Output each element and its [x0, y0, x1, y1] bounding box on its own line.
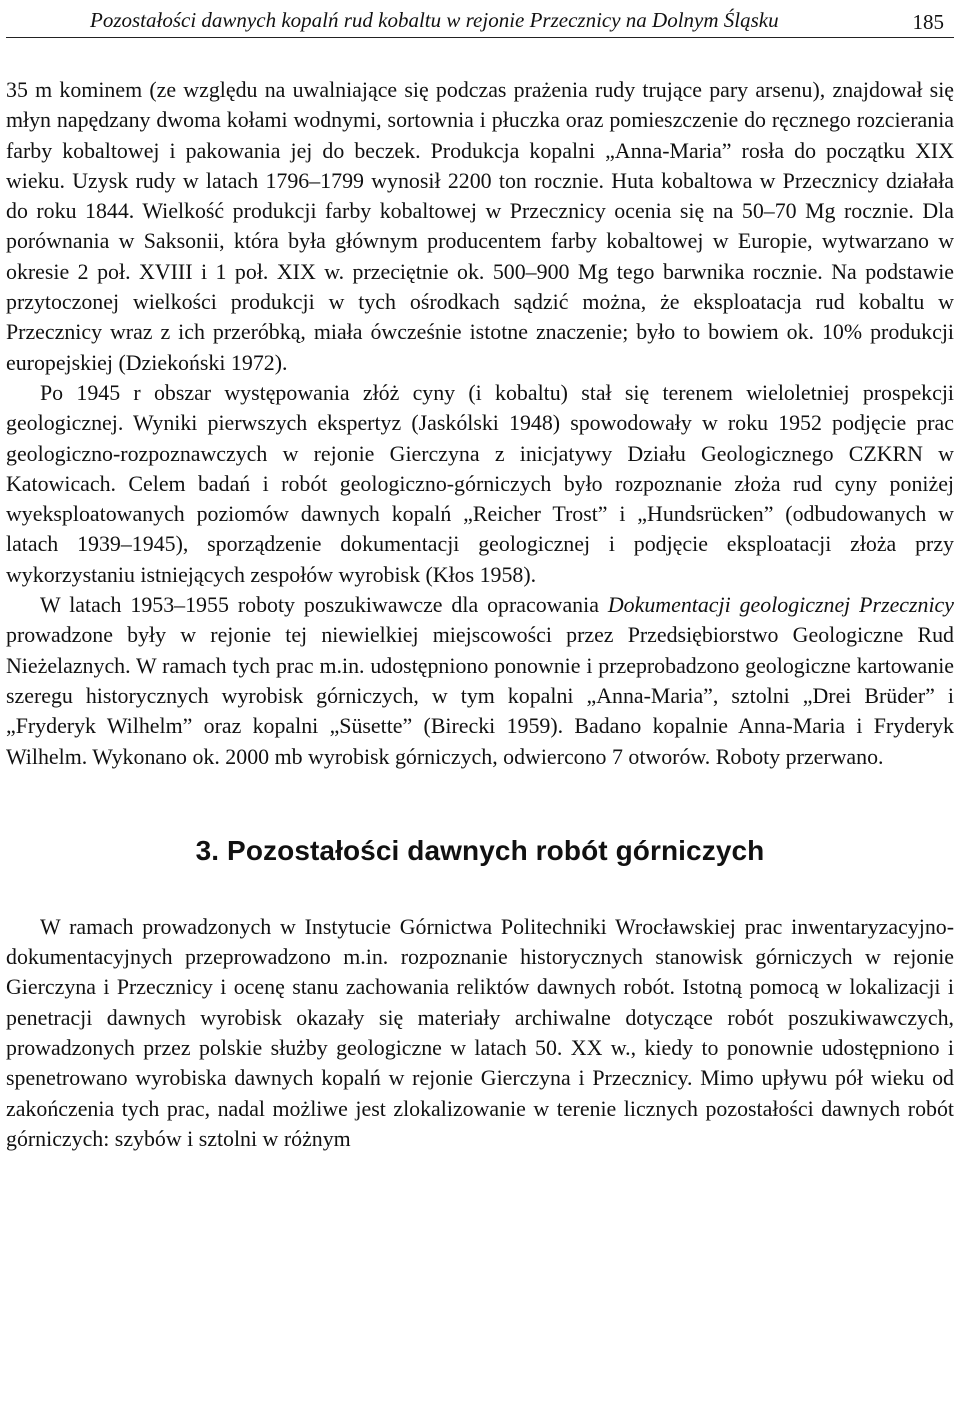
body-text — [6, 75, 954, 1154]
paragraph-3-text-after: prowadzone były w rejonie tej niewielkiej miejscowości przez Przedsiębiorstwo Geologiczne Rud Nieżelaznych. W ramach tych prac m.in. udostępniono ponownie i przeprobadzono geologiczne kartowanie szeregu historycznych wyrobisk górniczych, w tym kopalni „Anna-Maria”, sztolni „Drei Brüder” i „Fryderyk Wilhelm” oraz kopalni „Süsette” (Birecki 1959). Badano kopalnie Anna-Maria i Fryderyk Wilhelm. Wykonano ok. 2000 mb wyrobisk górniczych, odwiercono 7 otworów. Roboty przerwano. — [6, 622, 954, 769]
section-heading: 3. Pozostałości dawnych robót górniczych — [195, 834, 765, 866]
paragraph-1: 35 m kominem (ze względu na uwalniające się podczas prażenia rudy trujące pary arsenu), znajdował się młyn napędzany dwoma kołami wodnymi, sortownia i płuczka oraz pomieszczenie do ręcznego rozcierania farby kobaltowej i pakowania jej do beczek. Produkcja kopalni „Anna-Maria” rosła do początku XIX wieku. Uzysk rudy w latach 1796–1799 wynosił 2200 ton rocznie. Huta kobaltowa w Przecznicy działała do roku 1844. Wielkość produkcji farby kobaltowej w Przecznicy ocenia się na 50–70 Mg rocznie. Dla porównania w Saksonii, która była głównym producentem farby kobaltowej w Europie, wytwarzano w okresie 2 poł. XVIII i 1 poł. XIX w. przeciętnie ok. 500–900 Mg tego barwnika rocznie. Na podstawie przytoczonej wielkości produkcji w tych ośrodkach sądzić można, że eksploatacja rud kobaltu w Przecznicy wraz z ich przeróbką, miała ówcześnie istotne znaczenie; było to bowiem ok. 10% produkcji europejskiej (Dziekoński 1972). — [6, 77, 954, 375]
paragraph-2: Po 1945 r obszar występowania złóż cyny (i kobaltu) stał się terenem wieloletniej prospekcji geologicznej. Wyniki pierwszych ekspertyz (Jaskólski 1948) spowodowały w roku 1952 podjęcie prac geologiczno-rozpoznawczych w rejonie Gierczyna z inicjatywy Działu Geologicznego CZKRN w Katowicach. Celem badań i robót geologiczno-górniczych było rozpoznanie złoża rud cyny poniżej wyeksploatowanych poziomów dawnych kopalń „Reicher Trost” i „Hundsrücken” (odbudowanych w latach 1939–1945), sporządzenie dokumentacji geologicznej i podjęcie eksploatacji złoża przy wykorzystaniu istniejących zespołów wyrobisk (Kłos 1958). — [6, 379, 954, 587]
paragraph-3 — [6, 590, 954, 772]
paragraph-3-text-before: W latach 1953–1955 roboty poszukiwawcze dla opracowania — [40, 592, 608, 618]
page-number: 185 — [912, 10, 944, 34]
running-header — [6, 3, 954, 38]
paragraph-4: W ramach prowadzonych w Instytucie Górnictwa Politechniki Wrocławskiej prac inwentaryzacyjno-dokumentacyjnych przeprowadzono m.in. rozpoznanie historycznych stanowisk górniczych w rejonie Gierczyna i Przecznicy i ocenę stanu zachowania reliktów dawnych robót. Istotną pomocą w lokalizacji i penetracji dawnych wyrobisk okazały się materiały archiwalne dotyczące robót poszukiwawczych, prowadzonych przez polskie służby geologiczne w latach 50. XX w., kiedy to ponownie udostępniono i spenetrowano wyrobiska dawnych kopalń w rejonie Gierczyna i Przecznicy. Mimo upływu pół wieku od zakończenia tych prac, nadal możliwe jest zlokalizowanie w terenie licznych pozostałości dawnych robót górniczych: szybów i sztolni w różnym — [6, 913, 954, 1151]
running-title: Pozostałości dawnych kopalń rud kobaltu w rejonie Przecznicy na Dolnym Śląsku — [90, 8, 779, 32]
paragraph-3-italic-title: Dokumentacji geologicznej Przecznicy — [607, 592, 954, 618]
